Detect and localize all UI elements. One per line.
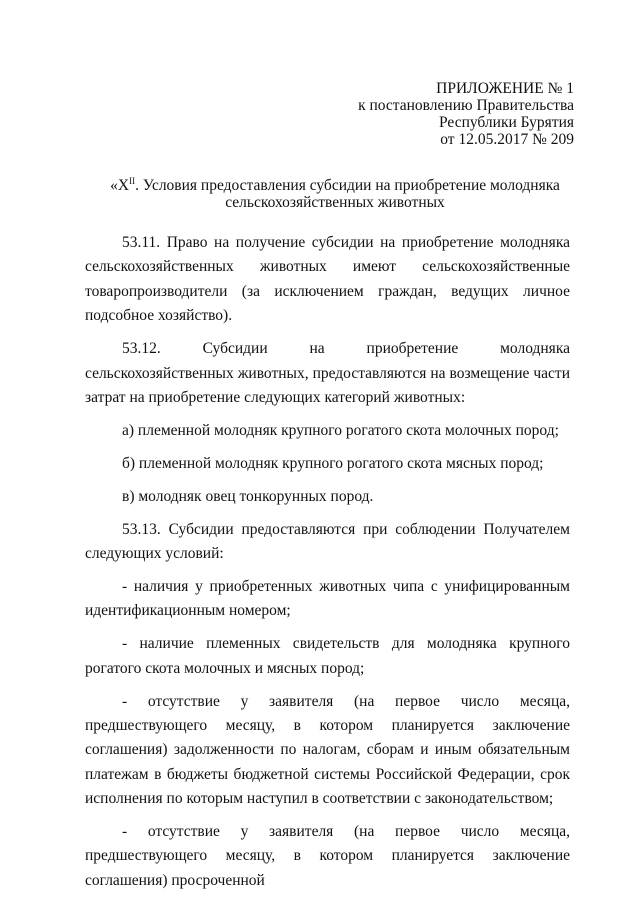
appendix-date-number: от 12.05.2017 № 209 bbox=[440, 131, 574, 148]
section-title bbox=[85, 177, 585, 211]
appendix-republic: Республики Бурятия bbox=[439, 114, 574, 131]
appendix-header bbox=[358, 80, 574, 148]
list-item-b: б) племенной молодняк крупного рогатого скота мясных пород; bbox=[122, 454, 544, 472]
condition-no-overdue-debt: - отсутствие у заявителя (на первое число месяца, предшествующего месяцу, в котором планируется заключение соглашения) просроченной bbox=[85, 823, 570, 889]
section-title-prefix: «X bbox=[110, 177, 130, 194]
list-item-a: а) племенной молодняк крупного рогатого скота молочных пород; bbox=[122, 421, 559, 439]
paragraph-53-13: 53.13. Субсидии предоставляются при соблюдении Получателем следующих условий: bbox=[85, 520, 570, 562]
appendix-number: ПРИЛОЖЕНИЕ № 1 bbox=[436, 80, 574, 97]
paragraph-53-11: 53.11. Право на получение субсидии на приобретение молодняка сельскохозяйственных животных имеют сельскохозяйственные товаропроизводители (за исключением граждан, ведущих личное подсобное хозяйство). bbox=[85, 234, 570, 325]
condition-pedigree-certificates: - наличие племенных свидетельств для молодняка крупного рогатого скота молочных и мясных пород; bbox=[85, 635, 570, 677]
list-item-v: в) молодняк овец тонкорунных пород. bbox=[122, 487, 374, 505]
document-body bbox=[85, 231, 570, 893]
condition-chip: - наличия у приобретенных животных чипа с унифицированным идентификационным номером; bbox=[85, 577, 570, 620]
section-title-line1 bbox=[85, 177, 585, 194]
appendix-resolution-ref: к постановлению Правительства bbox=[358, 97, 574, 114]
section-title-superscript: II bbox=[129, 175, 136, 186]
paragraph-53-12: 53.12. Субсидии на приобретение молодняка сельскохозяйственных животных, предоставляются на возмещение части затрат на приобретение следующих категорий животных: bbox=[85, 340, 570, 406]
section-title-line2: сельскохозяйственных животных bbox=[225, 194, 445, 211]
section-title-text: . Условия предоставления субсидии на приобретение молодняка bbox=[135, 177, 560, 194]
condition-no-tax-debt: - отсутствие у заявителя (на первое число месяца, предшествующего месяцу, в котором планируется заключение соглашения) задолженности по налогам, сборам и иным обязательным платежам в бюджеты бюджетной системы Российской Федерации, срок исполнения по которым наступил в соответствии с законодательством; bbox=[85, 692, 570, 808]
